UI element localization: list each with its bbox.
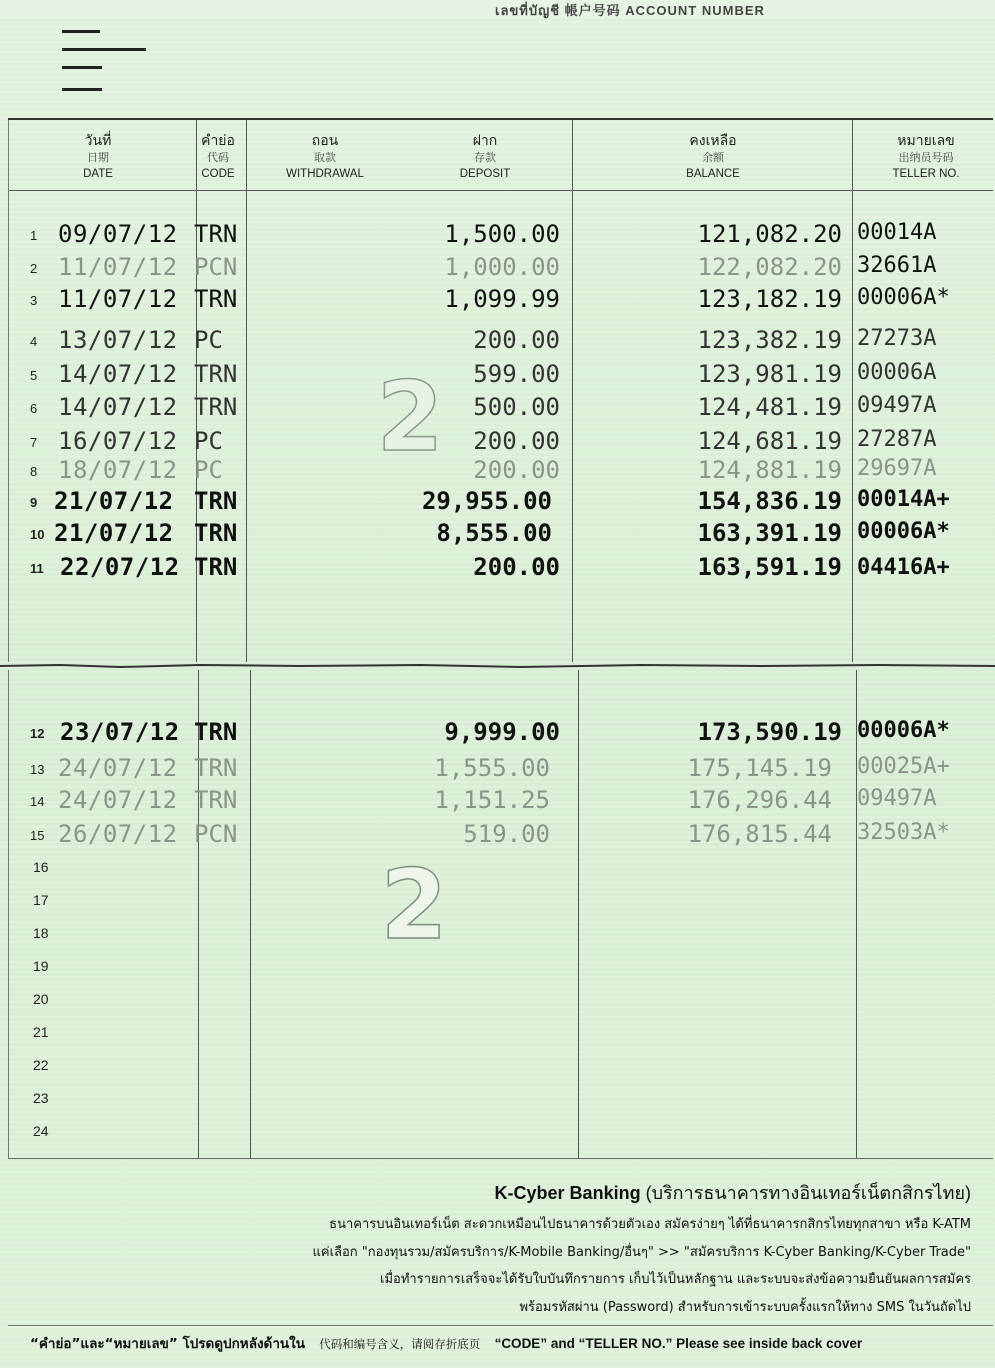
header-withdrawal-th: ถอน (311, 133, 339, 149)
header-withdrawal-en: WITHDRAWAL (286, 168, 364, 180)
row-balance: 124,481.19 (697, 393, 842, 421)
table-row (0, 285, 995, 315)
table-row (0, 553, 995, 583)
row-number: 12 (30, 726, 45, 741)
row-date: 21/07/12 (54, 519, 174, 547)
row-teller: 00014A+ (857, 487, 950, 512)
page-number-2: 2 (380, 856, 448, 946)
header-deposit-zh: 存款 (474, 151, 496, 164)
row-teller: 27273A (857, 326, 937, 351)
row-date: 13/07/12 (58, 326, 178, 354)
footer-rule (8, 1158, 993, 1159)
row-code: TRN (194, 553, 238, 581)
empty-row-number: 20 (33, 991, 49, 1007)
row-date: 24/07/12 (58, 786, 178, 814)
header-date (60, 132, 136, 182)
row-code: TRN (194, 220, 238, 248)
table-row (0, 786, 995, 816)
row-code: TRN (194, 285, 238, 313)
footer-line-4: พร้อมรหัสผ่าน (Password) สำหรับการเข้าระบบครั้งแรกให้ทาง SMS ในวันถัดไป (519, 1300, 971, 1315)
row-deposit: 8,555.00 (436, 519, 552, 547)
row-teller: 04416A+ (857, 555, 950, 580)
header-code-en: CODE (201, 168, 235, 180)
header-deposit (440, 132, 530, 182)
row-date: 18/07/12 (58, 456, 178, 484)
footer-title-rest: (บริการธนาคารทางอินเทอร์เน็ตกสิกรไทย) (640, 1183, 971, 1203)
empty-row-number: 24 (33, 1123, 49, 1139)
header-date-th: วันที่ (84, 133, 112, 149)
empty-row-number: 17 (33, 892, 49, 908)
header-date-en: DATE (83, 168, 113, 180)
header-balance-en: BALANCE (686, 168, 740, 180)
row-number: 4 (30, 334, 38, 349)
row-code: TRN (194, 786, 238, 814)
bottom-note-th: “คำย่อ”และ“หมายเลข” โปรดดูปกหลังด้านใน (30, 1336, 305, 1352)
table-row (0, 427, 995, 457)
table-row (0, 754, 995, 784)
empty-row-number: 22 (33, 1057, 49, 1073)
row-number: 1 (30, 228, 38, 243)
row-balance: 123,382.19 (697, 326, 842, 354)
header-teller-en: TELLER NO. (892, 168, 960, 180)
header-teller-zh: 出纳员号码 (898, 151, 954, 164)
row-teller: 32661A (857, 253, 937, 278)
header-code-th: คำย่อ (201, 133, 235, 149)
empty-row-number: 21 (33, 1024, 49, 1040)
empty-row-number: 16 (33, 859, 49, 875)
row-date: 24/07/12 (58, 754, 178, 782)
row-balance: 124,881.19 (697, 456, 842, 484)
table-row (0, 456, 995, 486)
row-deposit: 29,955.00 (421, 487, 552, 515)
header-withdrawal-zh: 取款 (314, 151, 336, 164)
header-balance-th: คงเหลือ (689, 133, 737, 149)
row-deposit: 200.00 (473, 553, 560, 581)
row-teller: 09497A (857, 786, 937, 811)
row-teller: 00006A* (857, 285, 950, 310)
row-balance: 163,591.19 (697, 553, 842, 581)
footer-line-3: เมื่อทำรายการเสร็จจะได้รับใบบันทึกรายการ เก็บไว้เป็นหลักฐาน และระบบจะส่งข้อความยืนยันผลการสมัคร (380, 1272, 971, 1287)
row-number: 6 (30, 401, 38, 416)
row-number: 5 (30, 368, 38, 383)
header-deposit-th: ฝาก (472, 133, 498, 149)
row-balance: 121,082.20 (697, 220, 842, 248)
header-withdrawal (270, 132, 380, 182)
table-row (0, 820, 995, 850)
table-row (0, 220, 995, 250)
row-deposit: 500.00 (473, 393, 560, 421)
header-top-rule (8, 118, 993, 120)
page-number-watermark (374, 856, 454, 946)
row-deposit: 200.00 (473, 326, 560, 354)
empty-row-number: 23 (33, 1090, 49, 1106)
row-date: 21/07/12 (54, 487, 174, 515)
row-teller: 09497A (857, 393, 937, 418)
bottom-note-en: “CODE” and “TELLER NO.” Please see inside back cover (494, 1336, 863, 1351)
row-code: PCN (194, 820, 238, 848)
row-deposit: 1,099.99 (444, 285, 560, 313)
row-date: 14/07/12 (58, 360, 178, 388)
bottom-note (30, 1332, 862, 1354)
row-code: PC (194, 326, 223, 354)
row-number: 9 (30, 495, 38, 510)
row-code: PC (194, 456, 223, 484)
row-deposit: 1,000.00 (444, 253, 560, 281)
row-balance: 176,296.44 (687, 786, 832, 814)
row-deposit: 599.00 (473, 360, 560, 388)
row-teller: 29697A (857, 456, 937, 481)
empty-row-number: 18 (33, 925, 49, 941)
row-balance: 124,681.19 (697, 427, 842, 455)
row-date: 14/07/12 (58, 393, 178, 421)
row-code: TRN (194, 393, 238, 421)
row-date: 11/07/12 (58, 253, 178, 281)
header-deposit-en: DEPOSIT (459, 168, 511, 180)
table-row (0, 360, 995, 390)
row-code: TRN (194, 487, 238, 515)
row-code: TRN (194, 754, 238, 782)
bottom-note-zh: 代码和编号含义，请阅存折底页 (319, 1337, 481, 1351)
row-teller: 27287A (857, 427, 937, 452)
row-balance: 154,836.19 (697, 487, 842, 515)
header-bottom-rule (8, 190, 993, 191)
row-balance: 175,145.19 (687, 754, 832, 782)
footer-line-1: ธนาคารบนอินเทอร์เน็ต สะดวกเหมือนไปธนาคารด้วยตัวเอง สมัครง่ายๆ ได้ที่ธนาคารกสิกรไทยทุกสาขา หรือ K-ATM (329, 1217, 971, 1232)
empty-row-number: 19 (33, 958, 49, 974)
perforation-line (0, 662, 995, 670)
row-deposit: 200.00 (473, 427, 560, 455)
row-teller: 00006A* (857, 519, 950, 544)
row-balance: 122,082.20 (697, 253, 842, 281)
header-teller (868, 132, 984, 182)
row-balance: 173,590.19 (697, 718, 842, 746)
table-row (0, 718, 995, 748)
row-deposit: 1,500.00 (444, 220, 560, 248)
table-row (0, 326, 995, 356)
row-deposit: 9,999.00 (444, 718, 560, 746)
row-teller: 32503A* (857, 820, 950, 845)
row-teller: 00006A (857, 360, 937, 385)
row-number: 2 (30, 261, 38, 276)
row-balance: 123,182.19 (697, 285, 842, 313)
table-row (0, 253, 995, 283)
row-date: 23/07/12 (60, 718, 180, 746)
row-number: 7 (30, 435, 38, 450)
footer-title (495, 1178, 971, 1207)
row-deposit: 519.00 (463, 820, 550, 848)
row-code: TRN (194, 519, 238, 547)
bottom-note-rule (8, 1325, 993, 1326)
row-date: 16/07/12 (58, 427, 178, 455)
row-date: 22/07/12 (60, 553, 180, 581)
footer-title-brand: K-Cyber Banking (494, 1183, 641, 1203)
row-deposit: 1,151.25 (434, 786, 550, 814)
account-number-label: เลขที่บัญชี 帳户号码 ACCOUNT NUMBER (495, 3, 765, 18)
row-code: TRN (194, 360, 238, 388)
row-number: 11 (30, 561, 44, 576)
table-row (0, 519, 995, 549)
page-number-watermark (370, 372, 450, 462)
row-deposit: 200.00 (473, 456, 560, 484)
row-number: 14 (30, 794, 45, 809)
header-date-zh: 日期 (87, 151, 109, 164)
row-number: 3 (30, 293, 38, 308)
row-balance: 123,981.19 (697, 360, 842, 388)
footer-line-2: แค่เลือก "กองทุนรวม/สมัครบริการ/K-Mobile Banking/อื่นๆ" >> "สมัครบริการ K-Cyber Banking/K-Cyber Trade" (312, 1245, 971, 1260)
row-teller: 00014A (857, 220, 937, 245)
row-deposit: 1,555.00 (434, 754, 550, 782)
header-teller-th: หมายเลข (897, 133, 955, 149)
row-code: PCN (194, 253, 238, 281)
row-date: 11/07/12 (58, 285, 178, 313)
header-balance (668, 132, 758, 182)
row-teller: 00006A* (857, 718, 950, 743)
row-number: 10 (30, 527, 45, 542)
row-balance: 176,815.44 (687, 820, 832, 848)
row-date: 09/07/12 (58, 220, 178, 248)
header-code-zh: 代码 (207, 151, 229, 164)
row-code: PC (194, 427, 223, 455)
header-code (190, 132, 246, 182)
header-balance-zh: 余额 (702, 151, 724, 164)
row-number: 8 (30, 464, 38, 479)
row-number: 13 (30, 762, 45, 777)
row-number: 15 (30, 828, 45, 843)
table-row (0, 393, 995, 423)
row-code: TRN (194, 718, 238, 746)
table-row (0, 487, 995, 517)
page-number-1: 2 (376, 372, 444, 462)
row-teller: 00025A+ (857, 754, 950, 779)
menu-lines-icon (62, 30, 152, 100)
row-date: 26/07/12 (58, 820, 178, 848)
row-balance: 163,391.19 (697, 519, 842, 547)
